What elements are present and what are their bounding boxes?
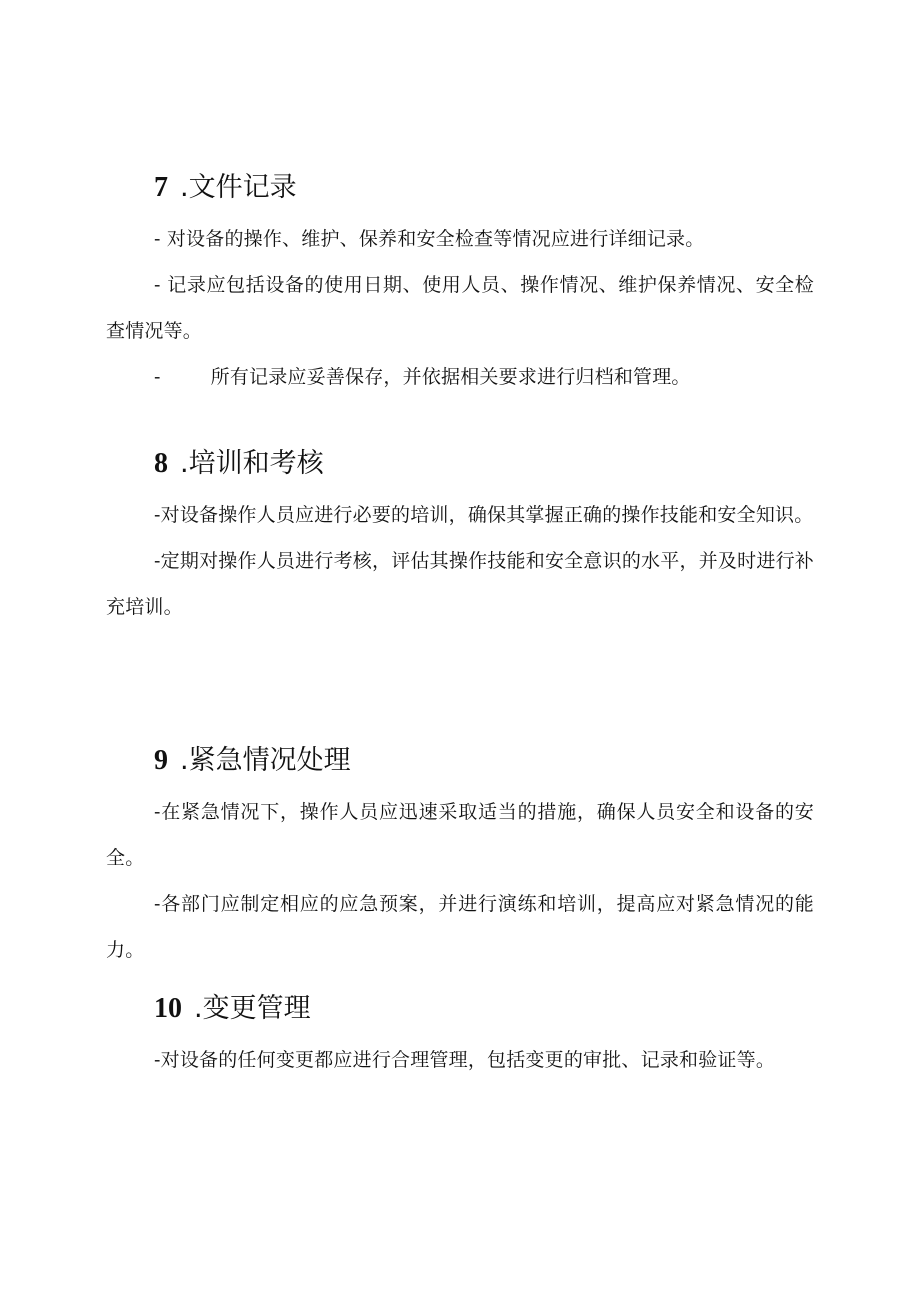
list-item: -对设备操作人员应进行必要的培训，确保其掌握正确的操作技能和安全知识。 <box>154 504 814 526</box>
section-number: 10 <box>154 993 182 1024</box>
section-heading <box>106 741 814 781</box>
section-heading <box>106 168 814 208</box>
list-item: - 记录应包括设备的使用日期、使用人员、操作情况、维护保养情况、安全检查情况等。 <box>106 274 814 342</box>
section-heading <box>106 444 814 484</box>
section-7-document-records <box>106 168 814 444</box>
list-item-text: 所有记录应妥善保存，并依据相关要求进行归档和管理。 <box>210 366 691 388</box>
section-title: .变更管理 <box>194 993 311 1024</box>
list-item: - 对设备的操作、维护、保养和安全检查等情况应进行详细记录。 <box>154 228 705 250</box>
section-title: .紧急情况处理 <box>180 745 351 776</box>
section-number: 9 <box>154 745 168 776</box>
section-8-training-assessment <box>106 444 814 741</box>
list-item <box>106 354 814 400</box>
list-item: -对设备的任何变更都应进行合理管理，包括变更的审批、记录和验证等。 <box>154 1049 776 1071</box>
list-dash: - <box>154 366 161 388</box>
section-9-emergency-handling <box>106 741 814 989</box>
section-number: 8 <box>154 448 168 479</box>
document-body <box>106 168 814 1099</box>
section-title: .培训和考核 <box>180 448 324 479</box>
section-heading <box>106 989 814 1029</box>
section-number: 7 <box>154 172 168 203</box>
list-item: -各部门应制定相应的应急预案，并进行演练和培训，提高应对紧急情况的能力。 <box>106 893 814 961</box>
list-item: -在紧急情况下，操作人员应迅速采取适当的措施，确保人员安全和设备的安全。 <box>106 801 814 869</box>
list-item: -定期对操作人员进行考核，评估其操作技能和安全意识的水平，并及时进行补充培训。 <box>106 550 814 618</box>
section-10-change-management <box>106 989 814 1099</box>
section-title: .文件记录 <box>180 172 297 203</box>
